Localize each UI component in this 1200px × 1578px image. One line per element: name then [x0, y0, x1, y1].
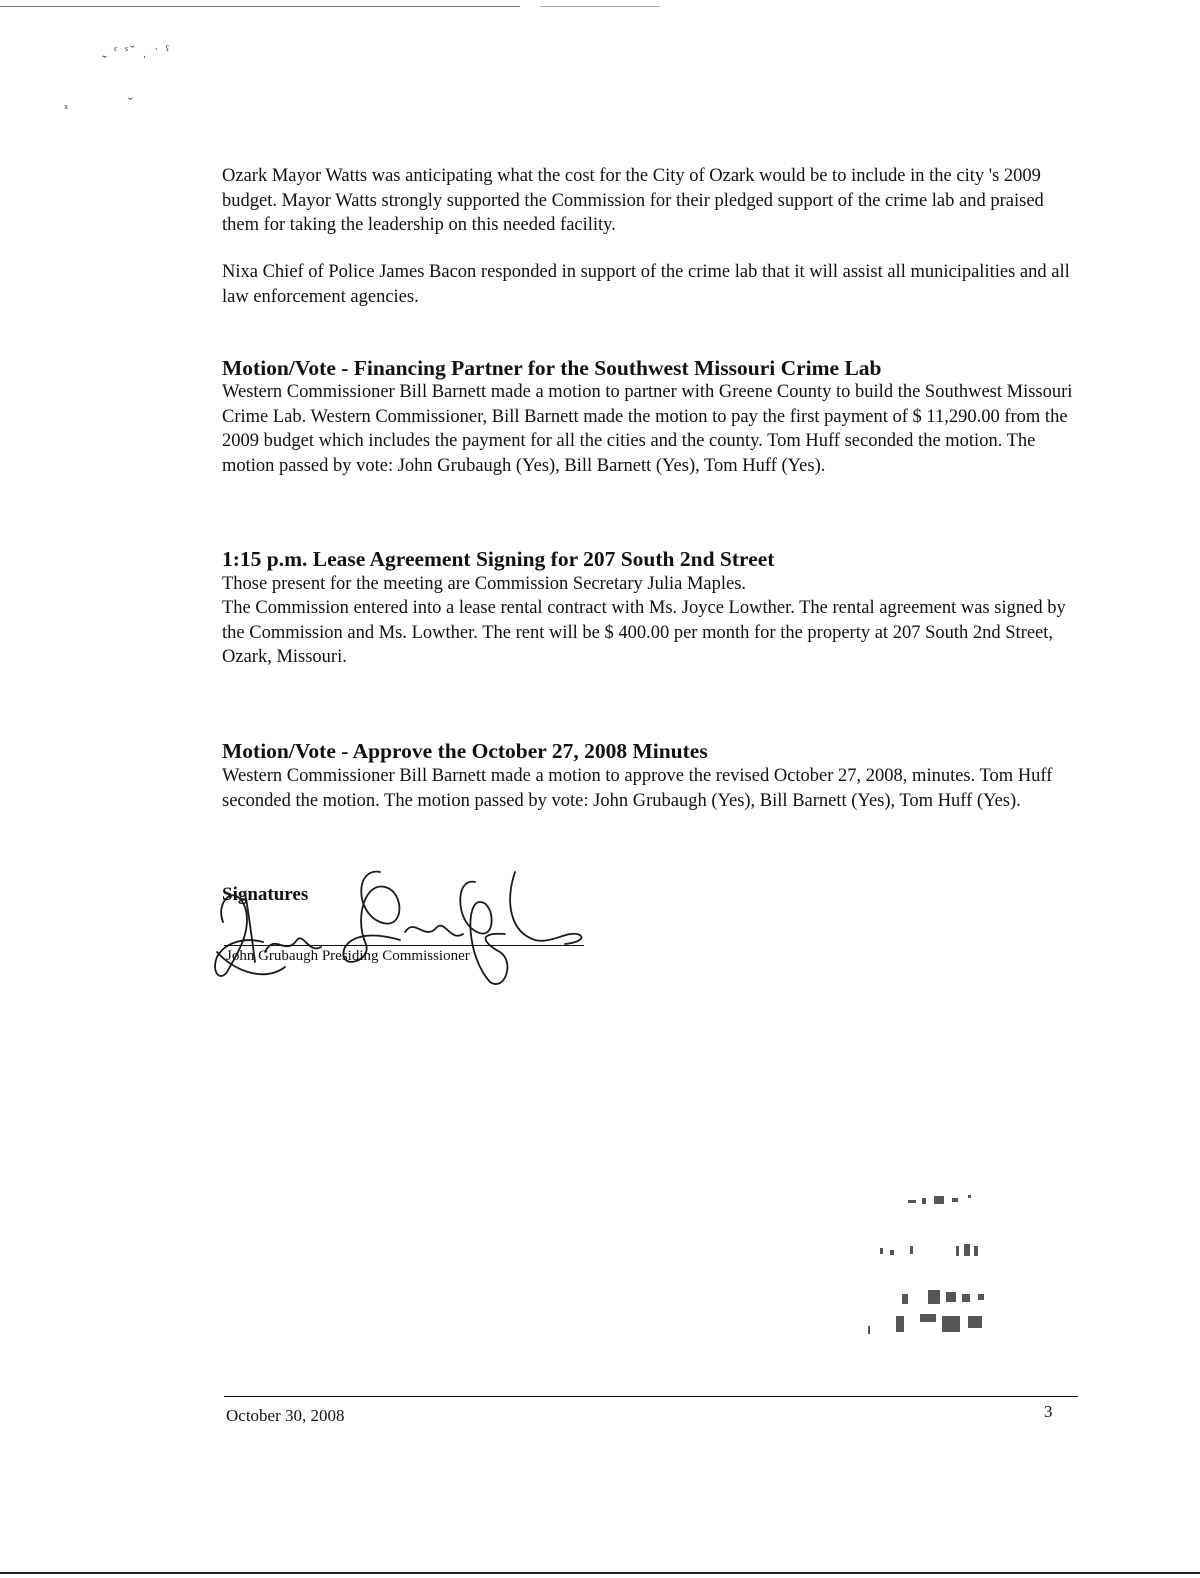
section-heading-crime-lab: Motion/Vote - Financing Partner for the Southwest Missouri Crime Lab — [222, 356, 882, 380]
section-body-approve-minutes: Western Commissioner Bill Barnett made a motion to approve the revised October 27, 2008, minutes. Tom Huff seconded the motion. The motion passed by vote: John Grubaugh (Yes), Bill Barnett (Yes), Tom Huff (Yes). — [222, 766, 1053, 811]
page-number: 3 — [1044, 1402, 1053, 1421]
faded-stamp — [860, 1190, 1020, 1350]
signature-line — [224, 945, 584, 946]
section-heading-approve-minutes: Motion/Vote - Approve the October 27, 2008 Minutes — [222, 739, 708, 763]
scan-edge-line — [540, 6, 660, 7]
paragraph-mayor-watts: Ozark Mayor Watts was anticipating what the cost for the City of Ozark would be to include in the city 's 2009 budget. Mayor Watts strongly supported the Commission for their pledged support of the crime lab and praised them for taking the leadership on this needed facility. — [222, 166, 1044, 235]
paragraph-nixa-chief: Nixa Chief of Police James Bacon responded in support of the crime lab that it will assist all municipalities and all law enforcement agencies. — [222, 262, 1070, 307]
footer-rule — [224, 1396, 1078, 1397]
section-body-lease-details: The Commission entered into a lease rental contract with Ms. Joyce Lowther. The rental agreement was signed by the Commission and Ms. Lowther. The rent will be $ 400.00 per month for the property at 207 South 2nd Street, Ozark, Missouri. — [222, 598, 1066, 667]
signatures-heading: Signatures — [222, 884, 309, 905]
scan-artifact: ˣ — [64, 102, 71, 117]
scan-bottom-edge — [0, 1572, 1200, 1574]
handwritten-signature — [205, 862, 595, 992]
footer-date: October 30, 2008 — [226, 1406, 345, 1425]
scan-edge-line — [0, 6, 520, 7]
scan-artifact: ˘ — [128, 96, 135, 111]
section-heading-lease-signing: 1:15 p.m. Lease Agreement Signing for 207 South 2nd Street — [222, 547, 775, 571]
scan-artifact: ˷ ᵋ ˢ˘ ˌ ˑ ˤ — [102, 44, 172, 59]
section-body-lease-attendees: Those present for the meeting are Commission Secretary Julia Maples. — [222, 574, 747, 594]
signature-caption: John Grubaugh Presiding Commissioner — [226, 948, 470, 964]
section-body-crime-lab: Western Commissioner Bill Barnett made a motion to partner with Greene County to build the Southwest Missouri Crime Lab. Western Commissioner, Bill Barnett made the motion to pay the first payment of $ 11,290.00 from the 2009 budget which includes the payment for all the cities and the county. Tom Huff seconded the motion. The motion passed by vote: John Grubaugh (Yes), Bill Barnett (Yes), Tom Huff (Yes). — [222, 382, 1073, 476]
